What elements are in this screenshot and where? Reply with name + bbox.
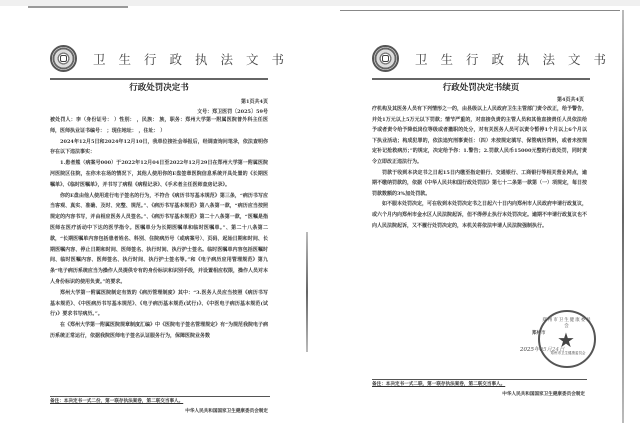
paragraph: 1.患者熊（病案号000）于2022年12月04日至2022年12月29日在郑州大学第一附属医院河医院区住院，在你未在场的情况下，其他人使用你的E盘签章医院信息系统开具处置的《长期医嘱单》、《临时医嘱单》，并书写了病程《病程记录》、《手术者主任医师查房记录》。	[50, 160, 268, 188]
doc-number: 文号：郑卫医罚〔2025〕59号	[197, 109, 268, 115]
paragraph: 郑州大学第一附属医院制定有效的《病历管理制度》其中：“3.医务人员应当按照《病历书写基本规范》、《中医病历书写基本规范》、《电子病历基本规范(试行)》、《中医电子病历基本规范(试行)》要求书写病历。”。	[50, 289, 268, 318]
document-header	[372, 45, 620, 75]
national-emblem-icon	[372, 45, 399, 72]
star-icon: ★	[557, 328, 575, 352]
footer-note: 备注：本决定书一式二份，第一联存执法案卷，第二联交当事人。	[50, 399, 184, 404]
document-page-4	[320, 8, 640, 423]
seal-subtext: 郑州市卫生健康委员会	[550, 351, 586, 355]
document-body	[50, 115, 268, 342]
paragraph: 你的E盘由他人使用进行电子签名的行为，不符合《病历书写基本规范》第三条，“病历书写应当客观、真实、准确、及时、完整、规范。”、《病历书写基本规范》第八条第一款，“病历应当按照规定的内容书写，并由相应医务人员签名。”、《病历书写基本规范》第二十八条第一款，“医嘱是指医师在医疗活动中下达的医学指令。医嘱单分为长期医嘱单和临时医嘱单。”、第二十八条第二款，“长期医嘱单内容包括患者姓名、科别、住院病历号（或病案号）、页码、起始日期和时间、长期医嘱内容、停止日期和时间、医师签名、执行时间、执行护士签名。临时医嘱单内容包括医嘱时间、临时医嘱内容、医师签名、执行时间、执行护士签名等。”和《电子病历应用管理规范》第九条“电子病历系统应当为操作人员提供专有的身份标识和识别手段，并设置相应权限，操作人员对本人身份标识的使用负责。”的要求。	[50, 192, 268, 285]
header-rule	[372, 78, 590, 80]
page-number: 第1页共4页	[241, 99, 268, 105]
footer-org: 中华人民共和国国家卫生健康委员会制定	[185, 409, 268, 414]
footer-rule	[50, 396, 270, 397]
national-emblem-icon	[50, 45, 77, 72]
paragraph: 在《郑州大学第一附属医院规章制度汇编》中《医院电子签名管理规定》有“为规范我院电子病历系统正常运行，依据我院医师电子签名认证服务行为，保障医院业务数	[50, 322, 268, 339]
org-title: 卫生行政执法文书	[415, 52, 620, 67]
doc-title: 行政处罚决定书续页	[442, 83, 520, 93]
page-number: 第4页共4页	[557, 97, 584, 103]
document-body	[372, 104, 587, 231]
paragraph: 罚款于收到本决定书之日起15日内缴至指定银行、交通银行、工商银行等相关营业网点，逾期不缴纳罚款的，依据《中华人民共和国行政处罚法》第七十二条第一款第（一）项规定，每日按罚款数额的3%加处罚款。	[372, 169, 588, 197]
signing-date: 2025年05月24日	[520, 347, 565, 353]
document-header	[50, 45, 298, 75]
signing-organization: 郑州市	[532, 331, 546, 336]
footer-note: 备注：本决定书一式二联，第一联存执法案卷，第二联交当事人。	[372, 382, 506, 387]
seal-text: 郑州市卫生健康委员会	[542, 318, 592, 329]
footer-org: 中华人民共和国国家卫生健康委员会制定	[502, 392, 585, 397]
party-info: 被处罚人：李（身份证号： ）性别： ，民族： 族，职务：郑州大学第一附属医院普外科主任医师，医师执业证书编号： ；现住地址： ，住址： ）	[50, 117, 268, 134]
paragraph: 如不服本处罚决定，可在收到本处罚决定书之日起六十日内向郑州市人民政府申请行政复议，或六个月内向郑州市金水区人民法院起诉，但不得停止执行本处罚决定。逾期不申请行政复议也不向人民法院起诉，又不履行处罚决定的，本机关将依法申请人民法院强制执行。	[372, 201, 588, 229]
page-edge-shadow	[306, 232, 308, 352]
page-right-edge	[622, 10, 624, 423]
paragraph: 2024年12月5日和2024年12月10日，我单位接社会举报后，经调查询问笔录，依法查明你存在以下违法事实：	[50, 138, 268, 156]
page-top-edge	[340, 10, 620, 11]
footer-rule	[372, 379, 587, 380]
document-page-1	[0, 8, 320, 423]
doc-title: 行政处罚决定书	[129, 83, 189, 93]
header-rule	[50, 78, 268, 80]
official-seal-icon	[538, 310, 596, 368]
org-title: 卫生行政执法文书	[93, 52, 298, 67]
paragraph: 疗机构及其医务人员有下列情形之一的，由县级以上人民政府卫生主管部门责令改正，给予警告，并处1万元以上5万元以下罚款；情节严重的，对直接负责的主管人员和其他直接责任人员依法给予或者责令给予降低岗位等级或者撤职的处分，对有关医务人员可以责令暂停1个月以上6个月以下执业活动；构成犯罪的，依法追究刑事责任：（四）未按规定填写、保管病历资料，或者未按规定补记抢救病历；”的规定，决定给予你：1.警告；2.罚款人民币15000元整的行政处罚，同时责令立即改正违法行为。	[372, 106, 588, 165]
